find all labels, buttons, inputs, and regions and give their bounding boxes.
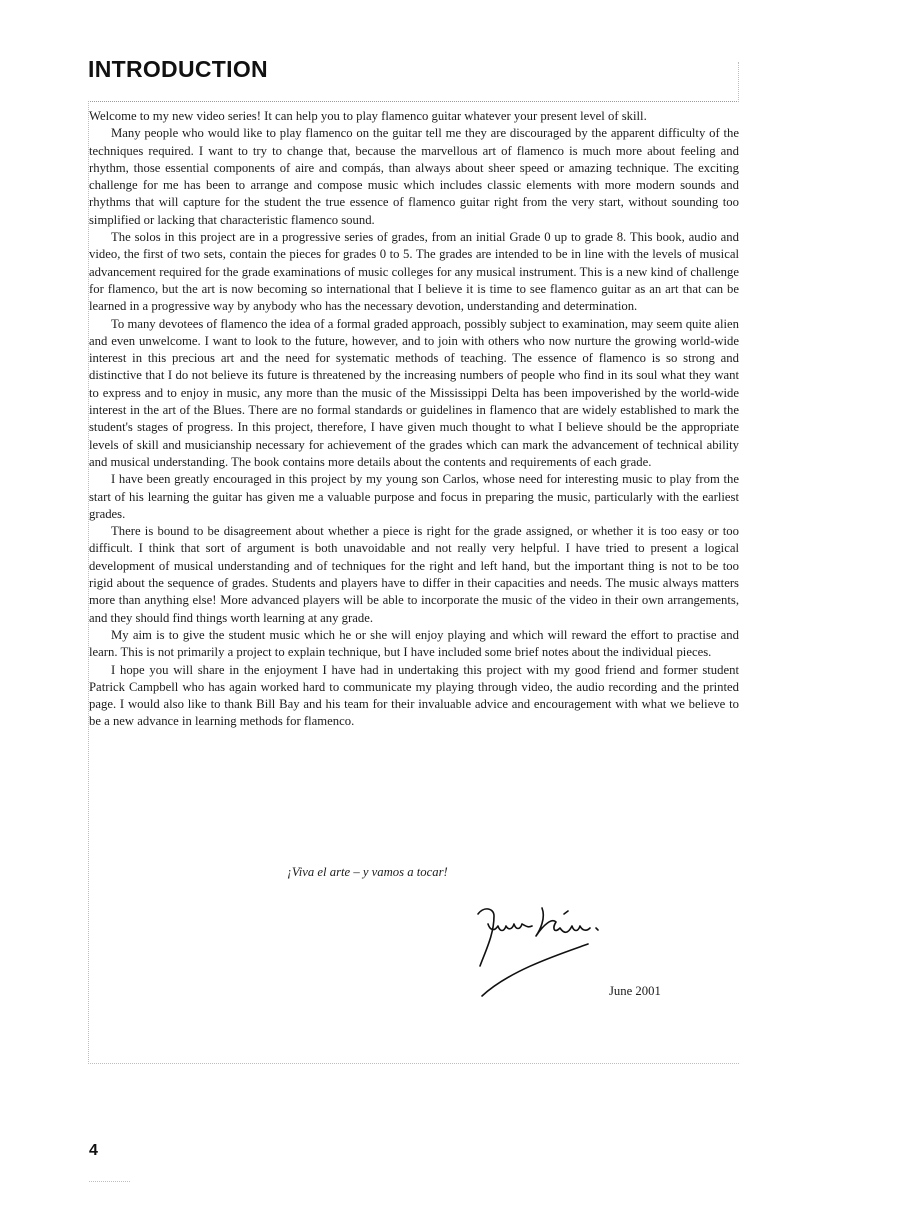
page-number: 4 bbox=[89, 1142, 98, 1159]
closing-motto: ¡Viva el arte – y vamos a tocar! bbox=[287, 865, 448, 879]
introduction-body bbox=[89, 108, 739, 731]
paragraph-discouraged: Many people who would like to play flamenco on the guitar tell me they are discouraged by the apparent difficulty of the techniques required. I want to try to change that, because the marvellous art of flamenco is much more about feeling and rhythm, those essential components of aire and compás, than always about sheer speed or amazing technique. The exciting challenge for me has been to arrange and compose music which includes classic elements with more modern sounds and rhythms that will capture for the student the true essence of flamenco guitar right from the very start, without sounding too simplified or lacking that characteristic flamenco sound. bbox=[89, 126, 739, 227]
signature-date: June 2001 bbox=[609, 984, 661, 998]
paragraph-welcome: Welcome to my new video series! It can help you to play flamenco guitar whatever your present level of skill. bbox=[89, 109, 647, 123]
paragraph-aim: My aim is to give the student music which he or she will enjoy playing and which will reward the effort to practise and learn. This is not primarily a project to explain technique, but I have included some brief notes about the individual pieces. bbox=[89, 627, 739, 660]
signature-image bbox=[470, 900, 610, 1000]
paragraph-carlos: I have been greatly encouraged in this project by my young son Carlos, whose need for interesting music to play from the start of his learning the guitar has given me a valuable purpose and focus in preparing the music, particularly with the earliest grades. bbox=[89, 472, 739, 521]
paragraph-thanks: I hope you will share in the enjoyment I have had in undertaking this project with my good friend and former student Patrick Campbell who has again worked hard to communicate my playing through video, the audio recording and the printed page. I would also like to thank Bill Bay and his team for their invaluable advice and encouragement with what we believe to be a new advance in learning methods for flamenco. bbox=[89, 662, 739, 729]
paragraph-devotees: To many devotees of flamenco the idea of a formal graded approach, possibly subject to examination, may seem quite alien and even unwelcome. I want to look to the future, however, and to join with others who now nurture the growing world-wide interest in this precious art and the need for systematic methods of teaching. The essence of flamenco is so strong and distinctive that I do not believe its future is threatened by the increasing numbers of people who find in its soul what they want to express and to enjoy in music, any more than the music of the Mississippi Delta has been impoverished by the world-wide interest in the art of the Blues. There are no formal standards or guidelines in flamenco that are widely established to mark the student's stages of progress. In this project, therefore, I have given much thought to what I believe should be the appropriate levels of skill and musicianship necessary for achievement of the grades which can mark the advancement of technical ability and musical understanding. The book contains more details about the contents and requirements of each grade. bbox=[89, 316, 739, 469]
page-number-rule bbox=[89, 1181, 130, 1182]
paragraph-grades: The solos in this project are in a progressive series of grades, from an initial Grade 0 up to grade 8. This book, audio and video, the first of two sets, contain the pieces for grades 0 to 5. The grades are intended to be in line with the levels of musical advancement required for the grade examinations of music colleges for any musical instrument. This is a new kind of challenge for flamenco, but the art is now becoming so international that I believe it is time to see flamenco guitar as an art that can be learned in a progressive way by anybody who has the necessary devotion, understanding and determination. bbox=[89, 230, 739, 314]
page-title: INTRODUCTION bbox=[88, 56, 268, 82]
frame-edge bbox=[738, 62, 740, 102]
paragraph-disagreement: There is bound to be disagreement about whether a piece is right for the grade assigned, or whether it is too easy or too difficult. I think that sort of argument is both unavoidable and not really very helpful. I have tried to present a logical development of musical understanding and of techniques for the right and left hand, but the important thing is not to be too rigid about the sequence of grades. Students and players have to differ in their capacities and needs. The music always matters more than anything else! More advanced players will be able to incorporate the music of the video in their own arrangements, and they should find things worth learning at any grade. bbox=[89, 524, 739, 625]
